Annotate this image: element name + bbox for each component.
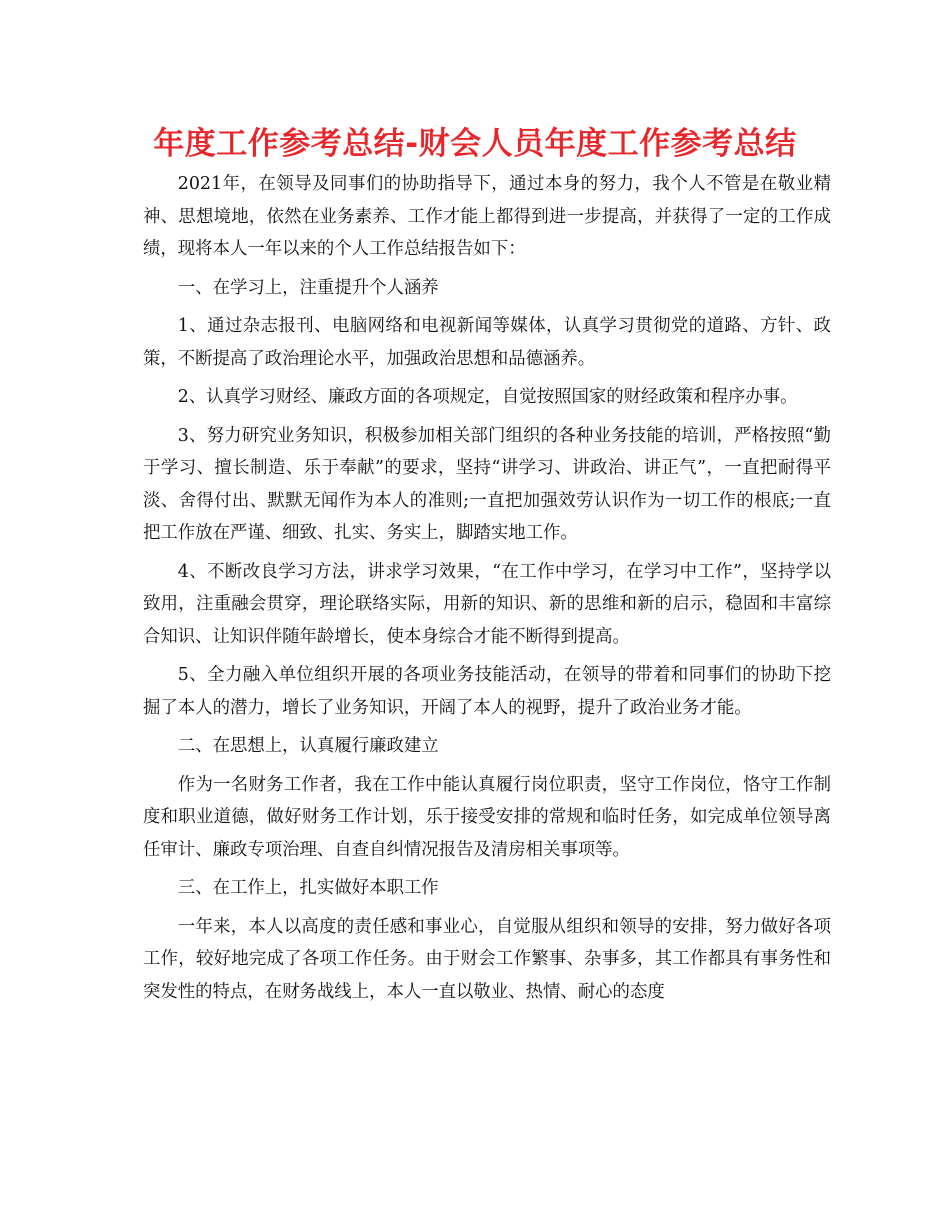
list-item-1: 1、通过杂志报刊、电脑网络和电视新闻等媒体，认真学习贯彻党的道路、方针、政策，不断提高了政治理论水平，加强政治思想和品德涵养。 xyxy=(143,316,831,369)
section-heading-2: 二、在思想上，认真履行廉政建立 xyxy=(177,736,439,756)
section-3-paragraph: 一年来，本人以高度的责任感和事业心，自觉服从组织和领导的安排，努力做好各项工作，较好地完成了各项工作任务。由于财会工作繁事、杂事多，其工作都具有事务性和突发性的特点，在财务战线上，本人一直以敬业、热情、耐心的态度 xyxy=(143,916,831,1002)
section-2-paragraph: 作为一名财务工作者，我在工作中能认真履行岗位职责，坚守工作岗位，恪守工作制度和职业道德，做好财务工作计划，乐于接受安排的常规和临时任务，如完成单位领导离任审计、廉政专项治理、自查自纠情况报告及清房相关事项等。 xyxy=(143,774,831,860)
intro-paragraph: 2021年，在领导及同事们的协助指导下，通过本身的努力，我个人不管是在敬业精神、思想境地，依然在业务素养、工作才能上都得到进一步提高，并获得了一定的工作成绩，现将本人一年以来的个人工作总结报告如下： xyxy=(143,174,831,259)
section-heading-1: 一、在学习上，注重提升个人涵养 xyxy=(177,277,439,298)
document-body xyxy=(143,168,831,1014)
list-item-4: 4、不断改良学习方法，讲求学习效果，“在工作中学习，在学习中工作”，坚持学以致用，注重融会贯穿，理论联络实际，用新的知识、新的思维和新的启示，稳固和丰富综合知识、让知识伴随年龄增长，使本身综合才能不断得到提高。 xyxy=(143,561,831,647)
document-title: 年度工作参考总结-财会人员年度工作参考总结 xyxy=(153,126,797,162)
list-item-3: 3、努力研究业务知识，积极参加相关部门组织的各种业务技能的培训，严格按照“勤于学习、擅长制造、乐于奉献”的要求，坚持“讲学习、讲政治、讲正气”，一直把耐得平淡、舍得付出、默默无闻作为本人的准则;一直把加强效劳认识作为一切工作的根底;一直把工作放在严谨、细致、扎实、务实上，脚踏实地工作。 xyxy=(143,425,831,543)
section-heading-3: 三、在工作上，扎实做好本职工作 xyxy=(177,878,439,898)
list-item-2: 2、认真学习财经、廉政方面的各项规定，自觉按照国家的财经政策和程序办事。 xyxy=(177,387,798,407)
list-item-5: 5、全力融入单位组织开展的各项业务技能活动，在领导的带着和同事们的协助下挖掘了本人的潜力，增长了业务知识，开阔了本人的视野，提升了政治业务才能。 xyxy=(143,665,831,718)
